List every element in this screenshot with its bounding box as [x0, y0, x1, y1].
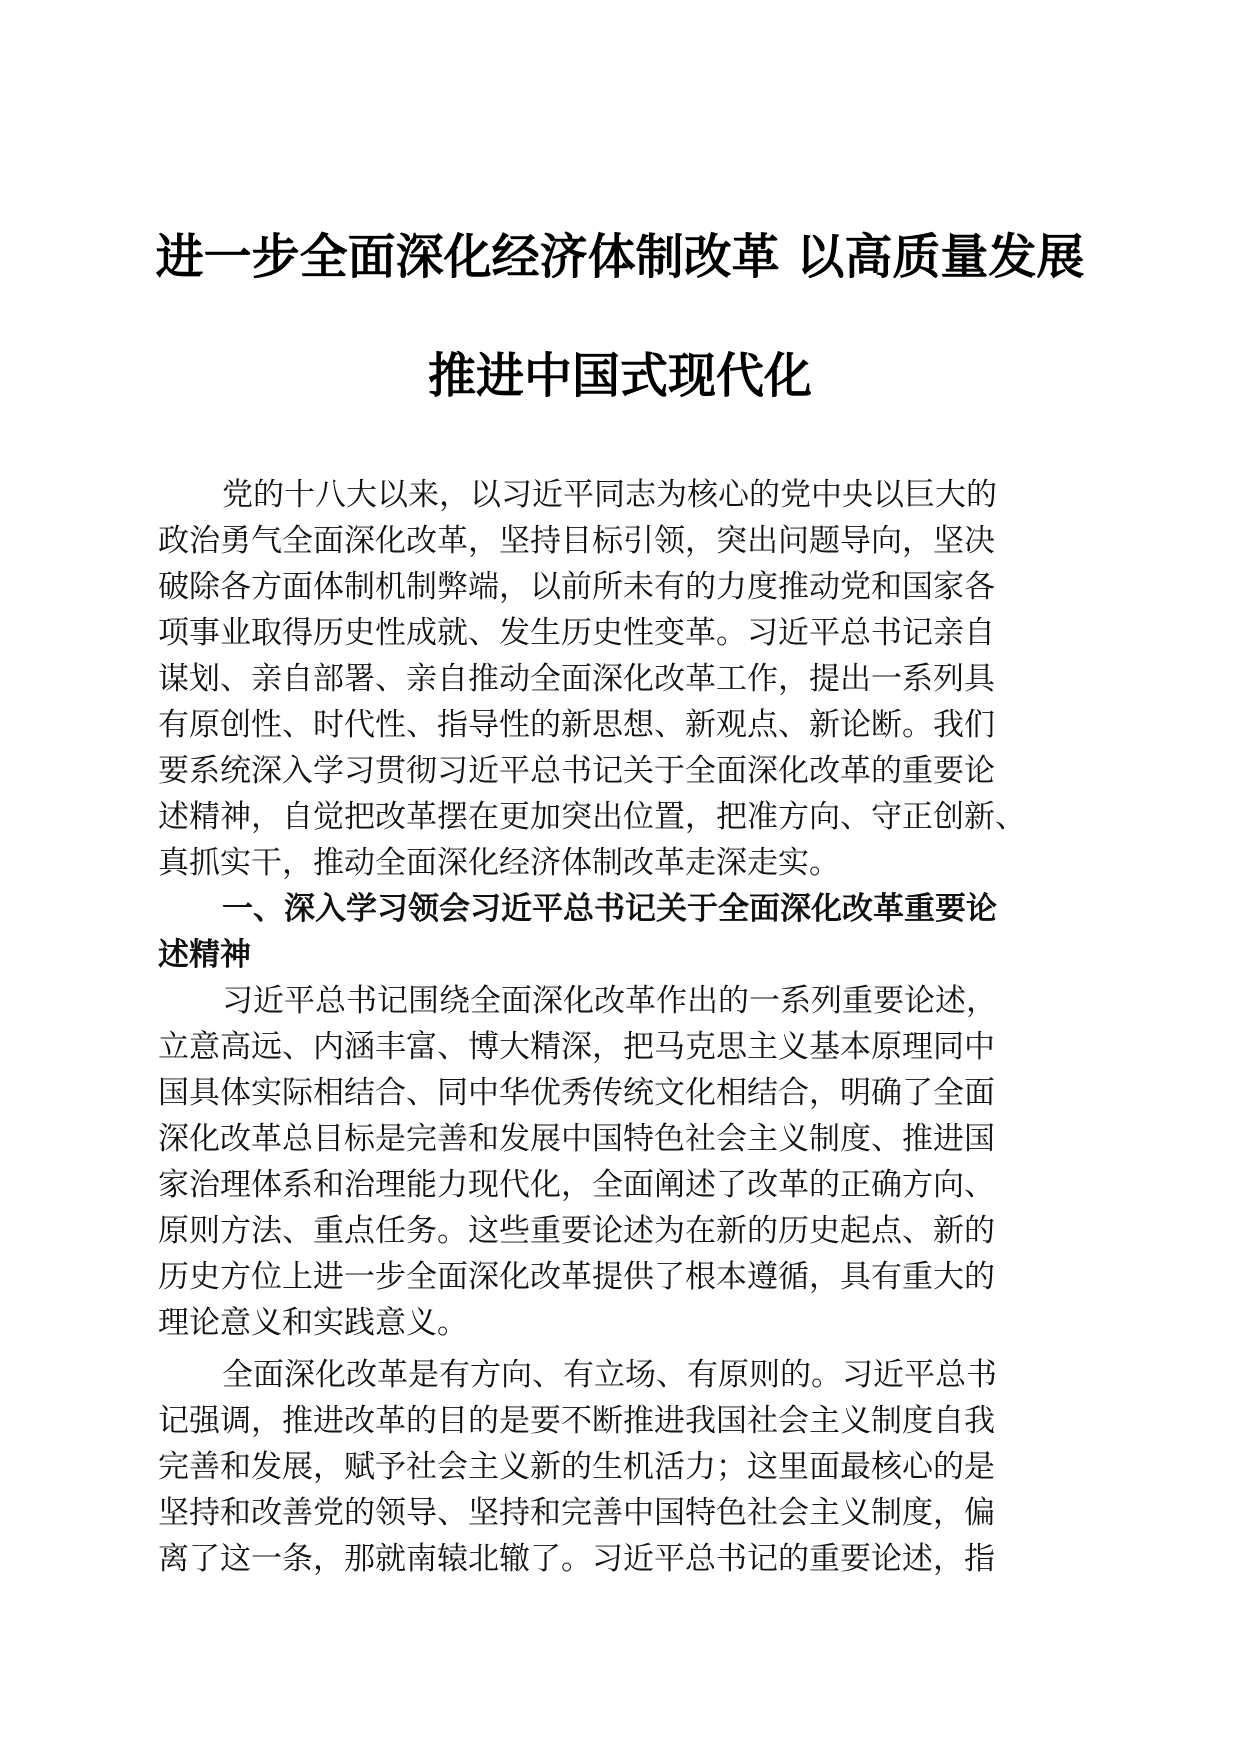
paragraph-line: 坚持和改善党的领导、坚持和完善中国特色社会主义制度，偏: [158, 1495, 995, 1531]
paragraph-line: 离了这一条，那就南辕北辙了。习近平总书记的重要论述，指: [158, 1541, 995, 1577]
paragraph-line: 谋划、亲自部署、亲自推动全面深化改革工作，提出一系列具: [158, 661, 995, 697]
paragraph-line: 深化改革总目标是完善和发展中国特色社会主义制度、推进国: [158, 1121, 995, 1157]
paragraph-line: 习近平总书记围绕全面深化改革作出的一系列重要论述，: [222, 983, 997, 1019]
paragraph-line: 理论意义和实践意义。: [158, 1305, 468, 1341]
document-title-line-1: 进一步全面深化经济体制改革 以高质量发展: [155, 229, 1085, 285]
paragraph-line: 历史方位上进一步全面深化改革提供了根本遵循，具有重大的: [158, 1259, 995, 1295]
paragraph-line: 项事业取得历史性成就、发生历史性变革。习近平总书记亲自: [158, 615, 995, 651]
paragraph-line: 完善和发展，赋予社会主义新的生机活力；这里面最核心的是: [158, 1449, 995, 1485]
paragraph-line: 党的十八大以来，以习近平同志为核心的党中央以巨大的: [222, 477, 997, 513]
document-title-line-2: 推进中国式现代化: [427, 348, 812, 404]
paragraph-line: 国具体实际相结合、同中华优秀传统文化相结合，明确了全面: [158, 1075, 995, 1111]
paragraph-line: 述精神，自觉把改革摆在更加突出位置，把准方向、守正创新、: [158, 799, 1026, 835]
paragraph-line: 立意高远、内涵丰富、博大精深，把马克思主义基本原理同中: [158, 1029, 995, 1065]
section-heading-line: 述精神: [158, 937, 251, 973]
paragraph-line: 有原创性、时代性、指导性的新思想、新观点、新论断。我们: [158, 707, 995, 743]
paragraph-line: 原则方法、重点任务。这些重要论述为在新的历史起点、新的: [158, 1213, 995, 1249]
paragraph-line: 政治勇气全面深化改革，坚持目标引领，突出问题导向，坚决: [158, 523, 995, 559]
paragraph-line: 要系统深入学习贯彻习近平总书记关于全面深化改革的重要论: [158, 753, 995, 789]
paragraph-line: 全面深化改革是有方向、有立场、有原则的。习近平总书: [222, 1357, 997, 1393]
paragraph-line: 破除各方面体制机制弊端，以前所未有的力度推动党和国家各: [158, 569, 995, 605]
paragraph-line: 真抓实干，推动全面深化经济体制改革走深走实。: [158, 845, 840, 881]
paragraph-line: 家治理体系和治理能力现代化，全面阐述了改革的正确方向、: [158, 1167, 995, 1203]
paragraph-line: 记强调，推进改革的目的是要不断推进我国社会主义制度自我: [158, 1403, 995, 1439]
section-heading-line: 一、深入学习领会习近平总书记关于全面深化改革重要论: [222, 891, 997, 927]
